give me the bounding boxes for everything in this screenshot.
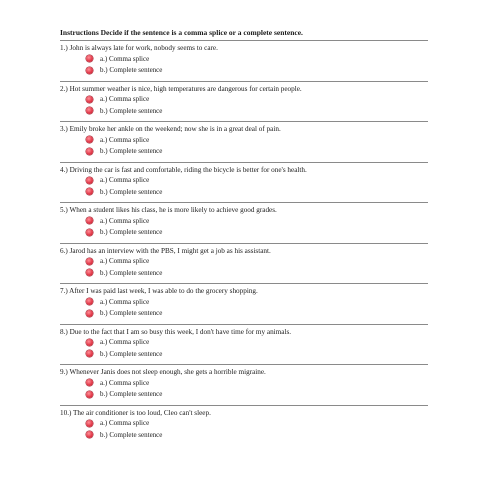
radio-button-icon[interactable] [86,148,93,155]
option-label: b.) Complete sentence [100,390,163,399]
instructions-heading: Instructions Decide if the sentence is a comma splice or a complete sentence. [60,28,303,37]
question-divider [60,81,428,82]
question-4 [60,162,428,203]
radio-button-icon[interactable] [86,188,93,195]
answer-option-complete-sentence[interactable] [86,65,428,77]
question-divider [60,40,428,41]
option-label: a.) Comma splice [100,54,150,63]
option-label: b.) Complete sentence [100,268,163,277]
radio-button-icon[interactable] [86,55,93,62]
option-label: b.) Complete sentence [100,430,163,439]
question-divider [60,121,428,122]
question-text: 5.) When a student likes his class, he is more likely to achieve good grades. [60,206,277,214]
option-label: b.) Complete sentence [100,106,163,115]
answer-option-comma-splice[interactable] [86,296,428,308]
radio-button-icon[interactable] [86,96,93,103]
option-label: b.) Complete sentence [100,187,163,196]
question-divider [60,162,428,163]
radio-button-icon[interactable] [86,217,93,224]
option-label: b.) Complete sentence [100,147,163,156]
question-divider [60,364,428,365]
answer-option-complete-sentence[interactable] [86,429,428,441]
answer-option-comma-splice[interactable] [86,337,428,349]
radio-button-icon[interactable] [86,431,93,438]
radio-button-icon[interactable] [86,269,93,276]
answer-option-comma-splice[interactable] [86,94,428,106]
option-label: a.) Comma splice [100,216,150,225]
question-list [60,40,428,445]
radio-button-icon[interactable] [86,229,93,236]
question-divider [60,202,428,203]
answer-option-complete-sentence[interactable] [86,186,428,198]
answer-option-comma-splice[interactable] [86,215,428,227]
question-divider [60,243,428,244]
radio-button-icon[interactable] [86,420,93,427]
radio-button-icon[interactable] [86,310,93,317]
answer-option-comma-splice[interactable] [86,418,428,430]
question-divider [60,324,428,325]
radio-button-icon[interactable] [86,67,93,74]
option-label: a.) Comma splice [100,95,150,104]
question-7 [60,283,428,324]
question-divider [60,405,428,406]
option-label: a.) Comma splice [100,419,150,428]
answer-option-comma-splice[interactable] [86,53,428,65]
radio-button-icon[interactable] [86,258,93,265]
option-label: a.) Comma splice [100,257,150,266]
question-text: 8.) Due to the fact that I am so busy this week, I don't have time for my animals. [60,327,292,336]
question-6 [60,243,428,284]
answer-option-comma-splice[interactable] [86,377,428,389]
radio-button-icon[interactable] [86,350,93,357]
answer-option-complete-sentence[interactable] [86,348,428,360]
radio-button-icon[interactable] [86,107,93,114]
question-1 [60,40,428,81]
answer-option-complete-sentence[interactable] [86,267,428,279]
question-10 [60,405,428,446]
option-label: b.) Complete sentence [100,309,163,318]
answer-option-comma-splice[interactable] [86,134,428,146]
question-2 [60,81,428,122]
radio-button-icon[interactable] [86,177,93,184]
question-3 [60,121,428,162]
question-text: 9.) Whenever Janis does not sleep enough, she gets a horrible migraine. [60,368,266,376]
option-label: a.) Comma splice [100,176,150,185]
radio-button-icon[interactable] [86,339,93,346]
answer-option-complete-sentence[interactable] [86,308,428,320]
question-divider [60,283,428,284]
answer-option-comma-splice[interactable] [86,256,428,268]
radio-button-icon[interactable] [86,136,93,143]
question-text: 2.) Hot summer weather is nice, high temperatures are dangerous for certain people. [60,84,302,93]
question-text: 6.) Jarod has an interview with the PBS, I might get a job as his assistant. [60,246,271,255]
question-5 [60,202,428,243]
option-label: b.) Complete sentence [100,349,163,358]
answer-option-complete-sentence[interactable] [86,146,428,158]
option-label: b.) Complete sentence [100,228,163,237]
option-label: a.) Comma splice [100,297,150,306]
question-text: 7.) After I was paid last week, I was able to do the grocery shopping. [60,287,258,295]
radio-button-icon[interactable] [86,298,93,305]
radio-button-icon[interactable] [86,379,93,386]
option-label: b.) Complete sentence [100,66,163,75]
question-text: 1.) John is always late for work, nobody seems to care. [60,44,218,52]
question-9 [60,364,428,405]
question-text: 3.) Emily broke her ankle on the weekend; now she is in a great deal of pain. [60,125,281,133]
question-text: 10.) The air conditioner is too loud, Cleo can't sleep. [60,408,211,417]
answer-option-complete-sentence[interactable] [86,227,428,239]
question-8 [60,324,428,365]
option-label: a.) Comma splice [100,135,150,144]
option-label: a.) Comma splice [100,338,150,347]
answer-option-comma-splice[interactable] [86,175,428,187]
radio-button-icon[interactable] [86,391,93,398]
answer-option-complete-sentence[interactable] [86,105,428,117]
question-text: 4.) Driving the car is fast and comfortable, riding the bicycle is better for one's health. [60,165,307,174]
option-label: a.) Comma splice [100,378,150,387]
answer-option-complete-sentence[interactable] [86,389,428,401]
